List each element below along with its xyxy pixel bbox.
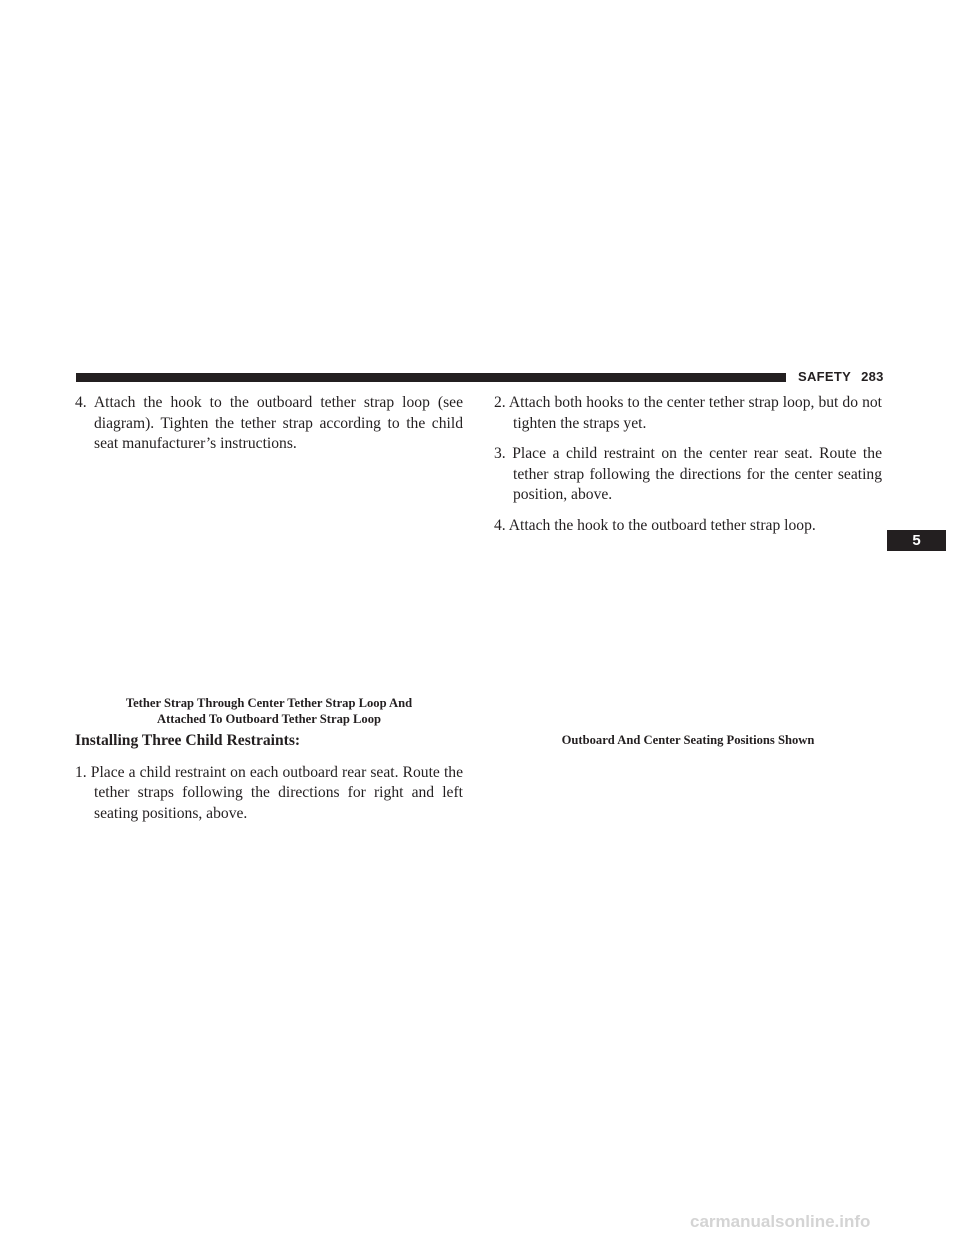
section-subheading: Installing Three Child Restraints:	[75, 731, 301, 749]
figure-caption-left-line1: Tether Strap Through Center Tether Strap Loop And	[125, 695, 413, 710]
running-header	[798, 369, 884, 384]
header-rule	[76, 373, 786, 382]
left-column	[75, 393, 463, 834]
step-2: 2. Attach both hooks to the center tether strap loop, but do not tighten the straps yet.	[494, 394, 882, 432]
step-3: 3. Place a child restraint on the center rear seat. Route the tether strap following the directions for the center seating position, above.	[494, 445, 882, 503]
page-number: 283	[861, 369, 884, 384]
right-column	[494, 393, 882, 748]
figure-caption-right: Outboard And Center Seating Positions Shown	[561, 733, 815, 747]
step-4-right: 4. Attach the hook to the outboard tether strap loop.	[494, 516, 816, 534]
section-title: SAFETY	[798, 369, 852, 384]
figure-placeholder-left	[75, 465, 463, 695]
step-4-left: 4. Attach the hook to the outboard tether strap loop (see diagram). Tighten the tether strap according to the child seat manufacturer’s instructions.	[75, 394, 463, 452]
chapter-tab: 5	[887, 530, 946, 551]
watermark: carmanualsonline.info	[690, 1212, 871, 1231]
figure-placeholder-right	[494, 546, 882, 732]
figure-caption-left	[75, 695, 463, 727]
figure-caption-left-line2: Attached To Outboard Tether Strap Loop	[156, 711, 382, 726]
step-1: 1. Place a child restraint on each outboard rear seat. Route the tether straps following the directions for right and left seating positions, above.	[75, 763, 463, 822]
